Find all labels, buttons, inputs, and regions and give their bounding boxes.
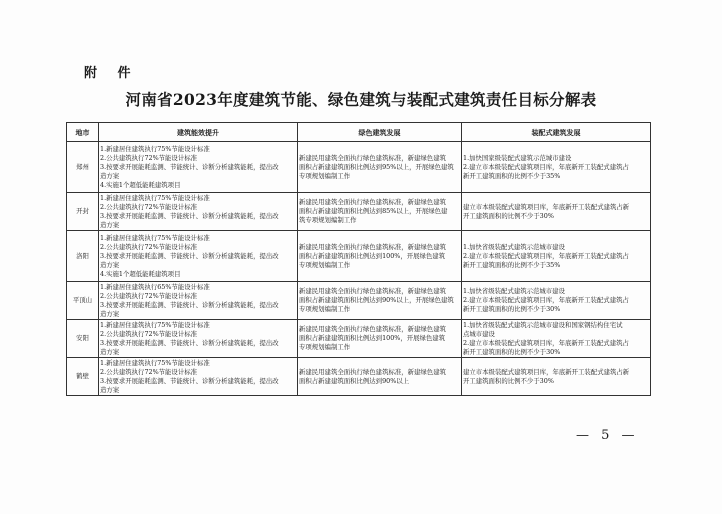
- efficiency-line: 4.实施1个超低能耗建筑项目: [100, 269, 181, 278]
- prefab-cell: [462, 282, 651, 320]
- efficiency-cell: [99, 320, 298, 358]
- efficiency-line: 2.公共建筑执行72%节能设计标准: [100, 329, 197, 338]
- efficiency-line: 3.按要求开展能耗监测、节能统计、诊断分析建筑能耗，提出改: [100, 376, 279, 385]
- header-efficiency: 建筑能效提升: [99, 123, 298, 142]
- prefab-line: 开工建筑面积的比例不少于30%: [463, 376, 554, 385]
- efficiency-line: 3.按要求开展能耗监测、节能统计、诊断分析建筑能耗，提出改: [100, 300, 279, 309]
- prefab-cell: [462, 231, 651, 282]
- efficiency-line: 1.新建居住建筑执行75%节能设计标准: [100, 193, 210, 202]
- prefab-cell: [462, 142, 651, 193]
- green-line: 新建民用建筑全面执行绿色建筑标准，新建绿色建筑: [299, 198, 446, 206]
- efficiency-cell: [99, 193, 298, 231]
- green-line: 新建民用建筑全面执行绿色建筑标准，新建绿色建筑: [299, 367, 446, 376]
- header-green: 绿色建筑发展: [298, 123, 462, 142]
- green-line: 专项规划编制工作: [299, 343, 351, 351]
- green-line: 面积占新建建筑面积比例达到100%，开展绿色建筑: [299, 334, 446, 342]
- efficiency-line: 造方案: [100, 347, 120, 356]
- city-cell: 鹤壁: [67, 358, 99, 396]
- green-line: 专项规划编制工作: [299, 171, 351, 180]
- green-cell: [298, 282, 462, 320]
- green-line: 新建民用建筑全面执行绿色建筑标准，新建绿色建筑: [299, 242, 446, 251]
- attachment-label: 附 件: [84, 66, 139, 81]
- prefab-line: 新开工建筑面积的比例不少于35%: [463, 260, 561, 269]
- prefab-line: 1.加快省级装配式建筑示范城市建设: [463, 287, 565, 295]
- efficiency-line: 1.新建居住建筑执行65%节能设计标准: [100, 282, 210, 291]
- efficiency-line: 4.实施1个超低能耗建筑项目: [100, 180, 181, 189]
- prefab-line: 2.建立市本级装配式建筑项目库，年底新开工装配式建筑占: [463, 162, 629, 171]
- efficiency-line: 3.按要求开展能耗监测、节能统计、诊断分析建筑能耗，提出改: [100, 338, 279, 347]
- table-row: [67, 320, 651, 358]
- city-cell: 郑州: [67, 142, 99, 193]
- target-table: [66, 122, 651, 396]
- efficiency-cell: [99, 142, 298, 193]
- green-line: 面积占新建建筑面积比例达到85%以上，开展绿色建: [299, 207, 448, 215]
- prefab-line: 新开工建筑面积的比例不少于30%: [463, 305, 561, 313]
- efficiency-line: 2.公共建筑执行72%节能设计标准: [100, 242, 197, 251]
- page-number: — 5 —: [576, 428, 639, 443]
- efficiency-line: 2.公共建筑执行72%节能设计标准: [100, 291, 197, 300]
- efficiency-line: 造方案: [100, 220, 120, 229]
- efficiency-line: 1.新建居住建筑执行75%节能设计标准: [100, 144, 210, 153]
- green-line: 筑专项规划编制工作: [299, 216, 357, 224]
- document-title: 河南省2023年度建筑节能、绿色建筑与装配式建筑责任目标分解表: [125, 90, 597, 109]
- green-line: 面积占新建建筑面积比例达到90%以上: [299, 376, 410, 385]
- header-city: 地市: [67, 123, 99, 142]
- table-header-row: [67, 123, 651, 142]
- efficiency-line: 3.按要求开展能耗监测、节能统计、诊断分析建筑能耗，提出改: [100, 251, 279, 260]
- green-cell: [298, 358, 462, 396]
- green-line: 专项规划编制工作: [299, 260, 351, 269]
- prefab-line: 开工建筑面积的比例不少于30%: [463, 211, 554, 220]
- green-line: 新建民用建筑全面执行绿色建筑标准，新建绿色建筑: [299, 287, 446, 295]
- green-line: 新建民用建筑全面执行绿色建筑标准，新建绿色建筑: [299, 153, 446, 162]
- table-row: [67, 231, 651, 282]
- header-prefab: 装配式建筑发展: [462, 123, 651, 142]
- prefab-line: 新开工建筑面积的比例不少于30%: [463, 347, 561, 356]
- efficiency-line: 3.按要求开展能耗监测、节能统计、诊断分析建筑能耗，提出改: [100, 211, 279, 220]
- green-line: 面积占新建建筑面积比例达到100%，开展绿色建筑: [299, 251, 446, 260]
- efficiency-cell: [99, 358, 298, 396]
- efficiency-line: 2.公共建筑执行72%节能设计标准: [100, 202, 197, 211]
- prefab-line: 2.建立市本级装配式建筑项目库，年底新开工装配式建筑占: [463, 296, 629, 304]
- efficiency-line: 2.公共建筑执行72%节能设计标准: [100, 367, 197, 376]
- green-line: 面积占新建建筑面积比例达到90%以上，开展绿色建筑: [299, 296, 454, 304]
- table-row: [67, 282, 651, 320]
- table-body: [67, 142, 651, 396]
- efficiency-line: 造方案: [100, 309, 120, 318]
- green-cell: [298, 193, 462, 231]
- efficiency-line: 造方案: [100, 171, 120, 180]
- prefab-line: 1.加快省级装配式建筑示范城市建设: [463, 242, 565, 251]
- efficiency-cell: [99, 231, 298, 282]
- prefab-cell: [462, 358, 651, 396]
- city-cell: 洛阳: [67, 231, 99, 282]
- prefab-cell: [462, 193, 651, 231]
- green-line: 新建民用建筑全面执行绿色建筑标准，新建绿色建筑: [299, 325, 446, 333]
- green-line: 专项规划编制工作: [299, 305, 351, 313]
- table-row: [67, 193, 651, 231]
- efficiency-line: 2.公共建筑执行72%节能设计标准: [100, 153, 197, 162]
- efficiency-line: 造方案: [100, 385, 120, 394]
- city-cell: 安阳: [67, 320, 99, 358]
- green-line: 面积占新建建筑面积比例达到95%以上，开展绿色建筑: [299, 162, 454, 171]
- prefab-line: 点城市建设: [463, 329, 495, 338]
- efficiency-line: 1.新建居住建筑执行75%节能设计标准: [100, 358, 210, 367]
- prefab-line: 1.加快国家级装配式建筑示范城市建设: [463, 153, 572, 162]
- green-cell: [298, 320, 462, 358]
- efficiency-line: 1.新建居住建筑执行75%节能设计标准: [100, 233, 210, 242]
- prefab-cell: [462, 320, 651, 358]
- efficiency-cell: [99, 282, 298, 320]
- efficiency-line: 3.按要求开展能耗监测、节能统计、诊断分析建筑能耗，提出改: [100, 162, 279, 171]
- table-row: [67, 142, 651, 193]
- prefab-line: 2.建立市本级装配式建筑项目库，年底新开工装配式建筑占: [463, 251, 629, 260]
- efficiency-line: 造方案: [100, 260, 120, 269]
- prefab-line: 建立市本级装配式建筑项目库，年底新开工装配式建筑占新: [463, 202, 630, 211]
- prefab-line: 1.加快省级装配式建筑示范城市建设和国家钢结构住宅试: [463, 320, 623, 329]
- table-row: [67, 358, 651, 396]
- green-cell: [298, 231, 462, 282]
- city-cell: 开封: [67, 193, 99, 231]
- green-cell: [298, 142, 462, 193]
- prefab-line: 建立市本级装配式建筑项目库，年底新开工装配式建筑占新: [463, 367, 630, 376]
- city-cell: 平顶山: [67, 282, 99, 320]
- prefab-line: 2.建立市本级装配式建筑项目库，年底新开工装配式建筑占: [463, 338, 629, 347]
- efficiency-line: 1.新建居住建筑执行75%节能设计标准: [100, 320, 210, 329]
- prefab-line: 新开工建筑面积的比例不少于35%: [463, 171, 561, 180]
